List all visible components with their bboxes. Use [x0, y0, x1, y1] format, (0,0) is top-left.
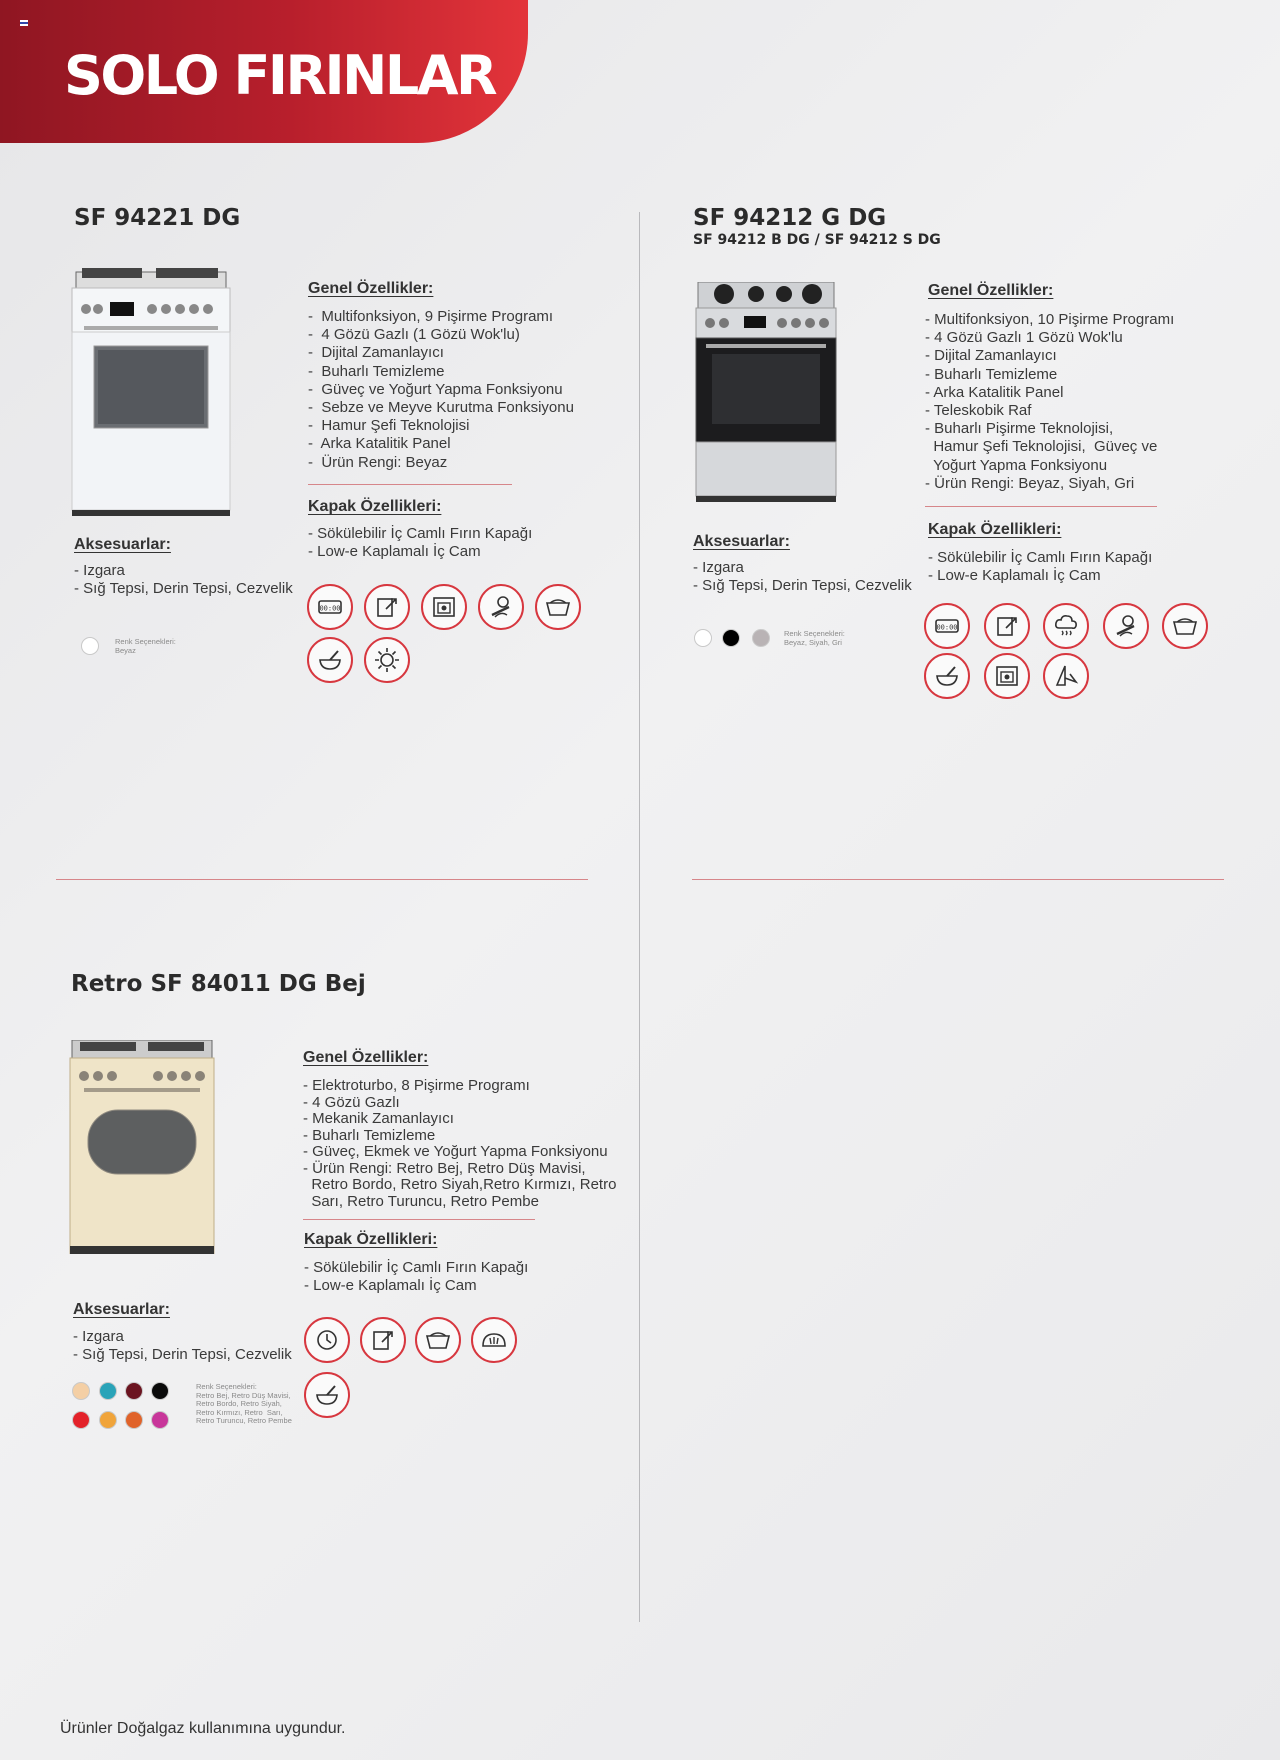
general-features-list	[925, 311, 1174, 493]
color-swatch-white	[81, 637, 99, 655]
section-rule	[308, 484, 512, 485]
accessories-title: Aksesuarlar:	[693, 533, 790, 550]
color-swatch-pink	[151, 1411, 169, 1429]
accessories-list	[693, 559, 912, 595]
list-item: - Sökülebilir İç Camlı Fırın Kapağı	[308, 525, 533, 542]
page-title: SOLO FIRINLAR	[64, 44, 496, 107]
list-item: - Sığ Tepsi, Derin Tepsi, Cezvelik	[693, 577, 912, 595]
catalytic-panel-icon	[360, 1317, 406, 1363]
row-divider-left	[56, 879, 588, 880]
list-item: - Low-e Kaplamalı İç Cam	[928, 567, 1101, 585]
list-item: - 4 Gözü Gazlı (1 Gözü Wok'lu)	[308, 326, 520, 344]
section-rule	[925, 506, 1157, 507]
product-submodels: SF 94212 B DG / SF 94212 S DG	[693, 232, 941, 248]
steam-clean-oven-icon	[421, 584, 467, 630]
list-item: - Ürün Rengi: Retro Bej, Retro Düş Mavisi,	[303, 1159, 586, 1177]
flag-icon	[20, 20, 28, 26]
color-options-note: Renk Seçenekleri: Beyaz, Siyah, Gri	[784, 629, 845, 647]
yogurt-bowl-icon	[304, 1372, 350, 1418]
svg-text:00:00: 00:00	[936, 623, 958, 632]
color-options-note: Renk Seçenekleri: Retro Bej, Retro Düş Mavisi, Retro Bordo, Retro Siyah, Retro Kırmızı, Retro Sarı, Retro Turuncu, Retro Pembe	[196, 1382, 292, 1425]
yogurt-bowl-icon	[924, 653, 970, 699]
list-item: - Sökülebilir İç Camlı Fırın Kapağı	[304, 1259, 529, 1276]
list-item: - Sığ Tepsi, Derin Tepsi, Cezvelik	[73, 1346, 292, 1364]
casserole-icon	[535, 584, 581, 630]
catalytic-panel-icon	[364, 584, 410, 630]
color-swatch-white	[694, 629, 712, 647]
color-swatch-yellow	[99, 1411, 117, 1429]
product-model: SF 94221 DG	[74, 205, 241, 231]
casserole-icon	[1162, 603, 1208, 649]
casserole-icon	[415, 1317, 461, 1363]
list-item: Sarı, Retro Turuncu, Retro Pembe	[303, 1192, 539, 1210]
color-swatch-red	[72, 1411, 90, 1429]
color-swatch-blue	[99, 1382, 117, 1400]
door-features-title: Kapak Özellikleri:	[308, 498, 442, 515]
drying-sun-icon	[364, 637, 410, 683]
color-swatch-orange	[125, 1411, 143, 1429]
general-features-list	[303, 1078, 616, 1210]
product-model: Retro SF 84011 DG Bej	[71, 971, 366, 997]
svg-text:00:00: 00:00	[319, 604, 341, 613]
door-features-title: Kapak Özellikleri:	[304, 1231, 438, 1248]
accessories-title: Aksesuarlar:	[73, 1301, 170, 1318]
row-divider-right	[692, 879, 1224, 880]
list-item: - Izgara	[693, 559, 744, 576]
list-item: - Low-e Kaplamalı İç Cam	[308, 543, 481, 561]
general-features-title: Genel Özellikler:	[303, 1049, 429, 1066]
general-features-title: Genel Özellikler:	[928, 282, 1054, 299]
list-item: - Güveç, Ekmek ve Yoğurt Yapma Fonksiyonu	[303, 1143, 608, 1160]
list-item: - Ürün Rengi: Beyaz, Siyah, Gri	[925, 474, 1135, 492]
oven-image	[694, 282, 838, 502]
list-item: Retro Bordo, Retro Siyah,Retro Kırmızı, Retro	[303, 1176, 617, 1193]
list-item: Yoğurt Yapma Fonksiyonu	[925, 456, 1108, 474]
door-features-title: Kapak Özellikleri:	[928, 521, 1062, 538]
door-features-list	[308, 525, 532, 561]
oven-image	[68, 266, 234, 516]
color-swatch-black	[151, 1382, 169, 1400]
color-swatch-grey	[752, 629, 770, 647]
list-item: - Buharlı Temizleme	[925, 365, 1058, 383]
door-features-list	[304, 1259, 528, 1295]
list-item: - Buharlı Temizleme	[303, 1126, 436, 1144]
list-item: - Elektroturbo, 8 Pişirme Programı	[303, 1077, 530, 1094]
list-item: - Multifonksiyon, 9 Pişirme Programı	[308, 308, 554, 325]
list-item: - Güveç ve Yoğurt Yapma Fonksiyonu	[308, 380, 563, 398]
footer-note: Ürünler Doğalgaz kullanımına uygundur.	[60, 1720, 346, 1737]
column-divider	[639, 212, 640, 1622]
list-item: - Arka Katalitik Panel	[308, 435, 451, 453]
list-item: - Sebze ve Meyve Kurutma Fonksiyonu	[308, 399, 574, 417]
list-item: - Sığ Tepsi, Derin Tepsi, Cezvelik	[74, 580, 293, 598]
color-swatch-black	[722, 629, 740, 647]
color-swatch-beige	[72, 1382, 90, 1400]
list-item: - Dijital Zamanlayıcı	[308, 344, 444, 362]
list-item: - Teleskobik Raf	[925, 402, 1032, 420]
list-item: - 4 Gözü Gazlı	[303, 1093, 400, 1111]
digital-timer-icon	[307, 584, 353, 630]
list-item: - Buharlı Pişirme Teknolojisi,	[925, 420, 1114, 438]
list-item: - Hamur Şefi Teknolojisi	[308, 417, 470, 435]
mechanical-timer-icon	[304, 1317, 350, 1363]
list-item: - 4 Gözü Gazlı 1 Gözü Wok'lu	[925, 329, 1123, 347]
general-features-title: Genel Özellikler:	[308, 280, 434, 297]
section-rule	[303, 1219, 535, 1220]
accessories-list	[73, 1328, 292, 1364]
list-item: - Arka Katalitik Panel	[925, 383, 1064, 401]
steam-clean-oven-icon	[984, 653, 1030, 699]
general-features-list	[308, 308, 574, 472]
yogurt-bowl-icon	[307, 637, 353, 683]
product-model: SF 94212 G DG	[693, 205, 887, 231]
steam-cooking-icon	[1043, 603, 1089, 649]
catalytic-panel-icon	[984, 603, 1030, 649]
list-item: - Izgara	[74, 562, 125, 579]
door-features-list	[928, 549, 1152, 585]
list-item: - Dijital Zamanlayıcı	[925, 347, 1057, 365]
list-item: Hamur Şefi Teknolojisi, Güveç ve	[925, 438, 1158, 456]
telescopic-rail-icon	[1043, 653, 1089, 699]
accessories-title: Aksesuarlar:	[74, 536, 171, 553]
accessories-list	[74, 562, 293, 598]
list-item: - Multifonksiyon, 10 Pişirme Programı	[925, 311, 1175, 328]
color-swatch-bordeaux	[125, 1382, 143, 1400]
list-item: - Izgara	[73, 1328, 124, 1345]
digital-timer-icon	[924, 603, 970, 649]
list-item: - Sökülebilir İç Camlı Fırın Kapağı	[928, 549, 1153, 566]
oven-image	[68, 1040, 216, 1254]
bread-icon	[471, 1317, 517, 1363]
list-item: - Mekanik Zamanlayıcı	[303, 1110, 454, 1127]
list-item: - Low-e Kaplamalı İç Cam	[304, 1277, 477, 1295]
dough-chef-icon	[478, 584, 524, 630]
dough-chef-icon	[1103, 603, 1149, 649]
list-item: - Buharlı Temizleme	[308, 362, 445, 380]
list-item: - Ürün Rengi: Beyaz	[308, 453, 448, 471]
color-options-note: Renk Seçenekleri: Beyaz	[115, 637, 176, 655]
